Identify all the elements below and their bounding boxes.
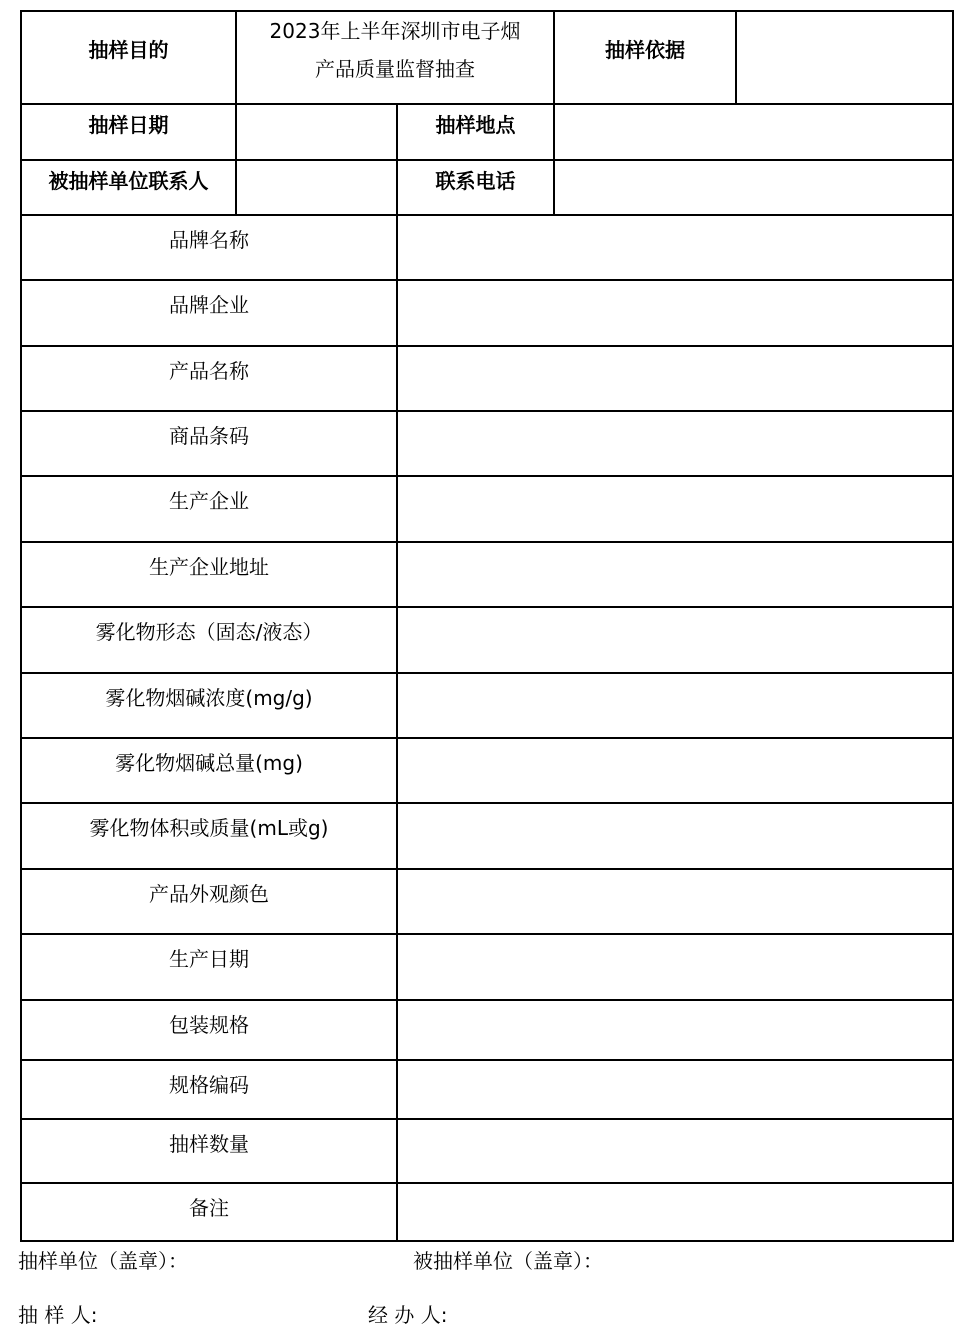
field-value[interactable]: [398, 412, 952, 475]
field-label: 雾化物体积或质量(mL或g): [89, 816, 329, 840]
purpose-label: 抽样目的: [88, 38, 169, 62]
field-label: 雾化物烟碱总量(mg): [115, 751, 303, 775]
contact-value-field[interactable]: [237, 161, 396, 214]
field-value[interactable]: [398, 870, 952, 933]
date-value-field[interactable]: [237, 105, 396, 159]
date-label: 抽样日期: [88, 113, 169, 137]
field-value[interactable]: [398, 347, 952, 410]
field-value[interactable]: [398, 281, 952, 345]
sampling-unit-seal-label: 抽样单位（盖章）：: [18, 1249, 188, 1273]
field-value[interactable]: [398, 739, 952, 802]
contact-label: 被抽样单位联系人: [48, 169, 209, 193]
field-label: 抽样数量: [169, 1132, 249, 1156]
field-label: 生产企业地址: [149, 555, 269, 579]
location-label: 抽样地点: [435, 113, 516, 137]
field-value[interactable]: [398, 804, 952, 868]
field-value[interactable]: [398, 1001, 952, 1059]
field-value[interactable]: [398, 1120, 952, 1182]
field-label: 规格编码: [169, 1073, 249, 1097]
field-value[interactable]: [398, 1184, 952, 1238]
field-value[interactable]: [398, 674, 952, 737]
sampler-label: 抽 样 人:: [18, 1303, 98, 1327]
field-label: 品牌企业: [169, 293, 249, 317]
field-label: 备注: [189, 1196, 229, 1220]
field-value[interactable]: [398, 1061, 952, 1118]
field-label: 雾化物烟碱浓度(mg/g): [105, 686, 313, 710]
field-label: 生产企业: [169, 489, 249, 513]
purpose-value-line1: 2023年上半年深圳市电子烟: [269, 19, 521, 43]
field-value[interactable]: [398, 608, 952, 672]
field-value[interactable]: [398, 935, 952, 999]
phone-value-field[interactable]: [555, 161, 952, 214]
sampling-form-table: [20, 10, 954, 1242]
field-label: 品牌名称: [169, 228, 249, 252]
sampled-unit-seal-label: 被抽样单位（盖章）：: [413, 1249, 603, 1273]
field-value[interactable]: [398, 216, 952, 279]
basis-value-field[interactable]: [737, 12, 952, 103]
basis-label: 抽样依据: [605, 38, 685, 62]
field-value[interactable]: [398, 477, 952, 541]
field-label: 产品名称: [169, 359, 249, 383]
field-label: 生产日期: [169, 947, 249, 971]
field-label: 产品外观颜色: [149, 882, 269, 906]
field-value[interactable]: [398, 543, 952, 606]
field-label: 商品条码: [169, 424, 249, 448]
field-label: 包装规格: [169, 1013, 249, 1037]
handler-label: 经 办 人:: [368, 1303, 448, 1327]
location-value-field[interactable]: [555, 105, 952, 159]
phone-label: 联系电话: [435, 169, 516, 193]
field-label: 雾化物形态（固态/液态）: [95, 620, 323, 644]
purpose-value-line2: 产品质量监督抽查: [315, 57, 475, 81]
